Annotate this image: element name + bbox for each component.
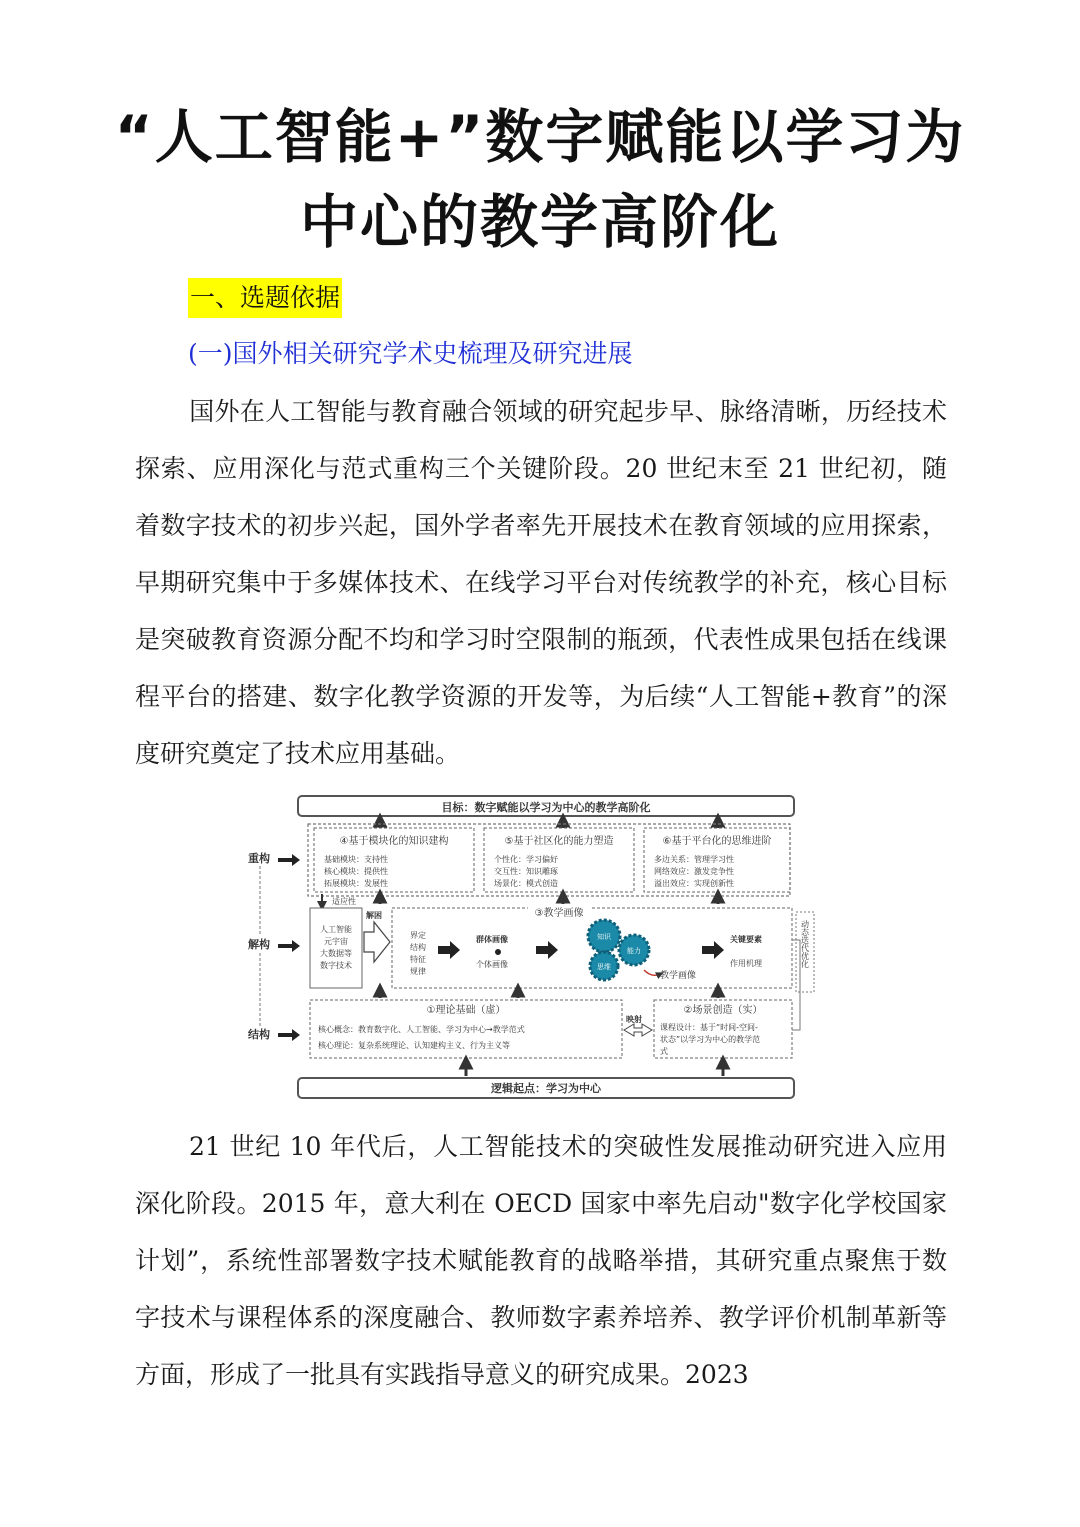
theory-title: ①理论基础（虚） bbox=[426, 1005, 506, 1016]
thinking-line: 多边关系：管理学习性 bbox=[654, 855, 734, 864]
paragraph-1-text: 国外在人工智能与教育融合领域的研究起步早、脉络清晰，历经技术探索、应用深化与范式重构三个关键阶段。20 世纪末至 21 世纪初，随着数字技术的初步兴起，国外学者率先开展技术在教育领域的应用探索，早期研究集中于多媒体技术、在线学习平台对传统教学的补充，核心目标是突破教育资源分配不均和学习时空限制的瓶颈，代表性成果包括在线课程平台的搭建、数字化教学资源的开发等，为后续“人工智能+教育”的深度研究奠定了技术应用基础。 bbox=[135, 397, 947, 768]
section-heading: 一、选题依据 bbox=[188, 278, 342, 318]
ability-line: 个性化：学习偏好 bbox=[494, 855, 558, 864]
portrait-left: 结构 bbox=[410, 943, 426, 952]
paragraph-2 bbox=[135, 1118, 947, 1403]
gear-ability-label: 能力 bbox=[627, 947, 641, 955]
portrait-left: 规律 bbox=[410, 967, 426, 976]
portrait-left: 特征 bbox=[410, 955, 426, 964]
adaptivity-label: 适应性 bbox=[332, 897, 356, 906]
knowledge-title: ④基于模块化的知识建构 bbox=[339, 836, 449, 847]
scene-line: 状态”以学习为中心的教学范 bbox=[660, 1035, 761, 1044]
mechanism: 作用机理 bbox=[730, 959, 762, 968]
scene-line: 课程设计：基于“时间-空间- bbox=[660, 1023, 758, 1032]
paragraph-1 bbox=[135, 383, 947, 782]
framework-figure bbox=[240, 790, 820, 1102]
ability-line: 交互性：知识雕琢 bbox=[494, 867, 558, 876]
scene-title: ②场景创造（实） bbox=[683, 1005, 763, 1016]
thinking-line: 溢出效应：实现创新性 bbox=[654, 879, 734, 888]
portrait-title: ③教学画像 bbox=[534, 908, 584, 919]
goal-label: 目标：数字赋能以学习为中心的教学高阶化 bbox=[441, 801, 651, 814]
thinking-title: ⑥基于平台化的思维进阶 bbox=[662, 836, 772, 847]
tech-line: 大数据等 bbox=[320, 949, 352, 958]
tech-box bbox=[310, 908, 362, 988]
ability-title: ⑤基于社区化的能力塑造 bbox=[504, 836, 614, 847]
unblock-label: 解困 bbox=[366, 911, 382, 920]
dynamic-label: 动态迭代优化 bbox=[800, 920, 810, 968]
ability-line: 场景化：模式创造 bbox=[494, 879, 558, 888]
tech-line: 人工智能 bbox=[320, 925, 352, 934]
theory-line: 核心理论：复杂系统理论、认知建构主义、行为主义等 bbox=[318, 1041, 510, 1050]
individual-portrait: 个体画像 bbox=[476, 960, 508, 969]
theory-line: 核心概念：教育数字化、人工智能、学习为中心→教学范式 bbox=[318, 1025, 525, 1034]
tech-line: 数字技术 bbox=[320, 961, 352, 970]
base-label: 逻辑起点：学习为中心 bbox=[491, 1082, 601, 1095]
key-elements: 关键要素 bbox=[730, 935, 762, 944]
knowledge-line: 基础模块：支持性 bbox=[324, 855, 388, 864]
side-label-structure: 结构 bbox=[248, 1028, 270, 1041]
portrait-center-label: 教学画像 bbox=[660, 971, 697, 981]
scene-line: 式 bbox=[660, 1047, 668, 1056]
thinking-line: 网络效应：激发竞争性 bbox=[654, 867, 734, 876]
knowledge-line: 核心模块：提供性 bbox=[324, 867, 388, 876]
gear-knowledge-label: 知识 bbox=[597, 933, 611, 941]
document-title-line-1: “人工智能+”数字赋能以学习为 bbox=[114, 103, 966, 171]
portrait-left: 界定 bbox=[410, 931, 426, 940]
subsection-heading: (一)国外相关研究学术史梳理及研究进展 bbox=[188, 339, 633, 368]
tech-line: 元宇宙 bbox=[324, 937, 348, 946]
gear-thinking-label: 思维 bbox=[597, 963, 611, 971]
mapping-label: 映射 bbox=[626, 1015, 642, 1024]
side-label-reconstruct: 重构 bbox=[248, 852, 270, 865]
group-portrait: 群体画像 bbox=[476, 935, 508, 944]
knowledge-line: 拓展模块：发展性 bbox=[324, 879, 388, 888]
document-title-line-2: 中心的教学高阶化 bbox=[299, 188, 780, 256]
side-label-deconstruct: 解构 bbox=[248, 938, 270, 951]
paragraph-2-text: 21 世纪 10 年代后，人工智能技术的突破性发展推动研究进入应用深化阶段。2015 年，意大利在 OECD 国家中率先启动"数字化学校国家计划”，系统性部署数字技术赋能教育的战略举措，其研究重点聚焦于数字技术与课程体系的深度融合、教师数字素养培养、教学评价机制革新等方面，形成了一批具有实践指导意义的研究成果。2023 bbox=[135, 1132, 947, 1389]
